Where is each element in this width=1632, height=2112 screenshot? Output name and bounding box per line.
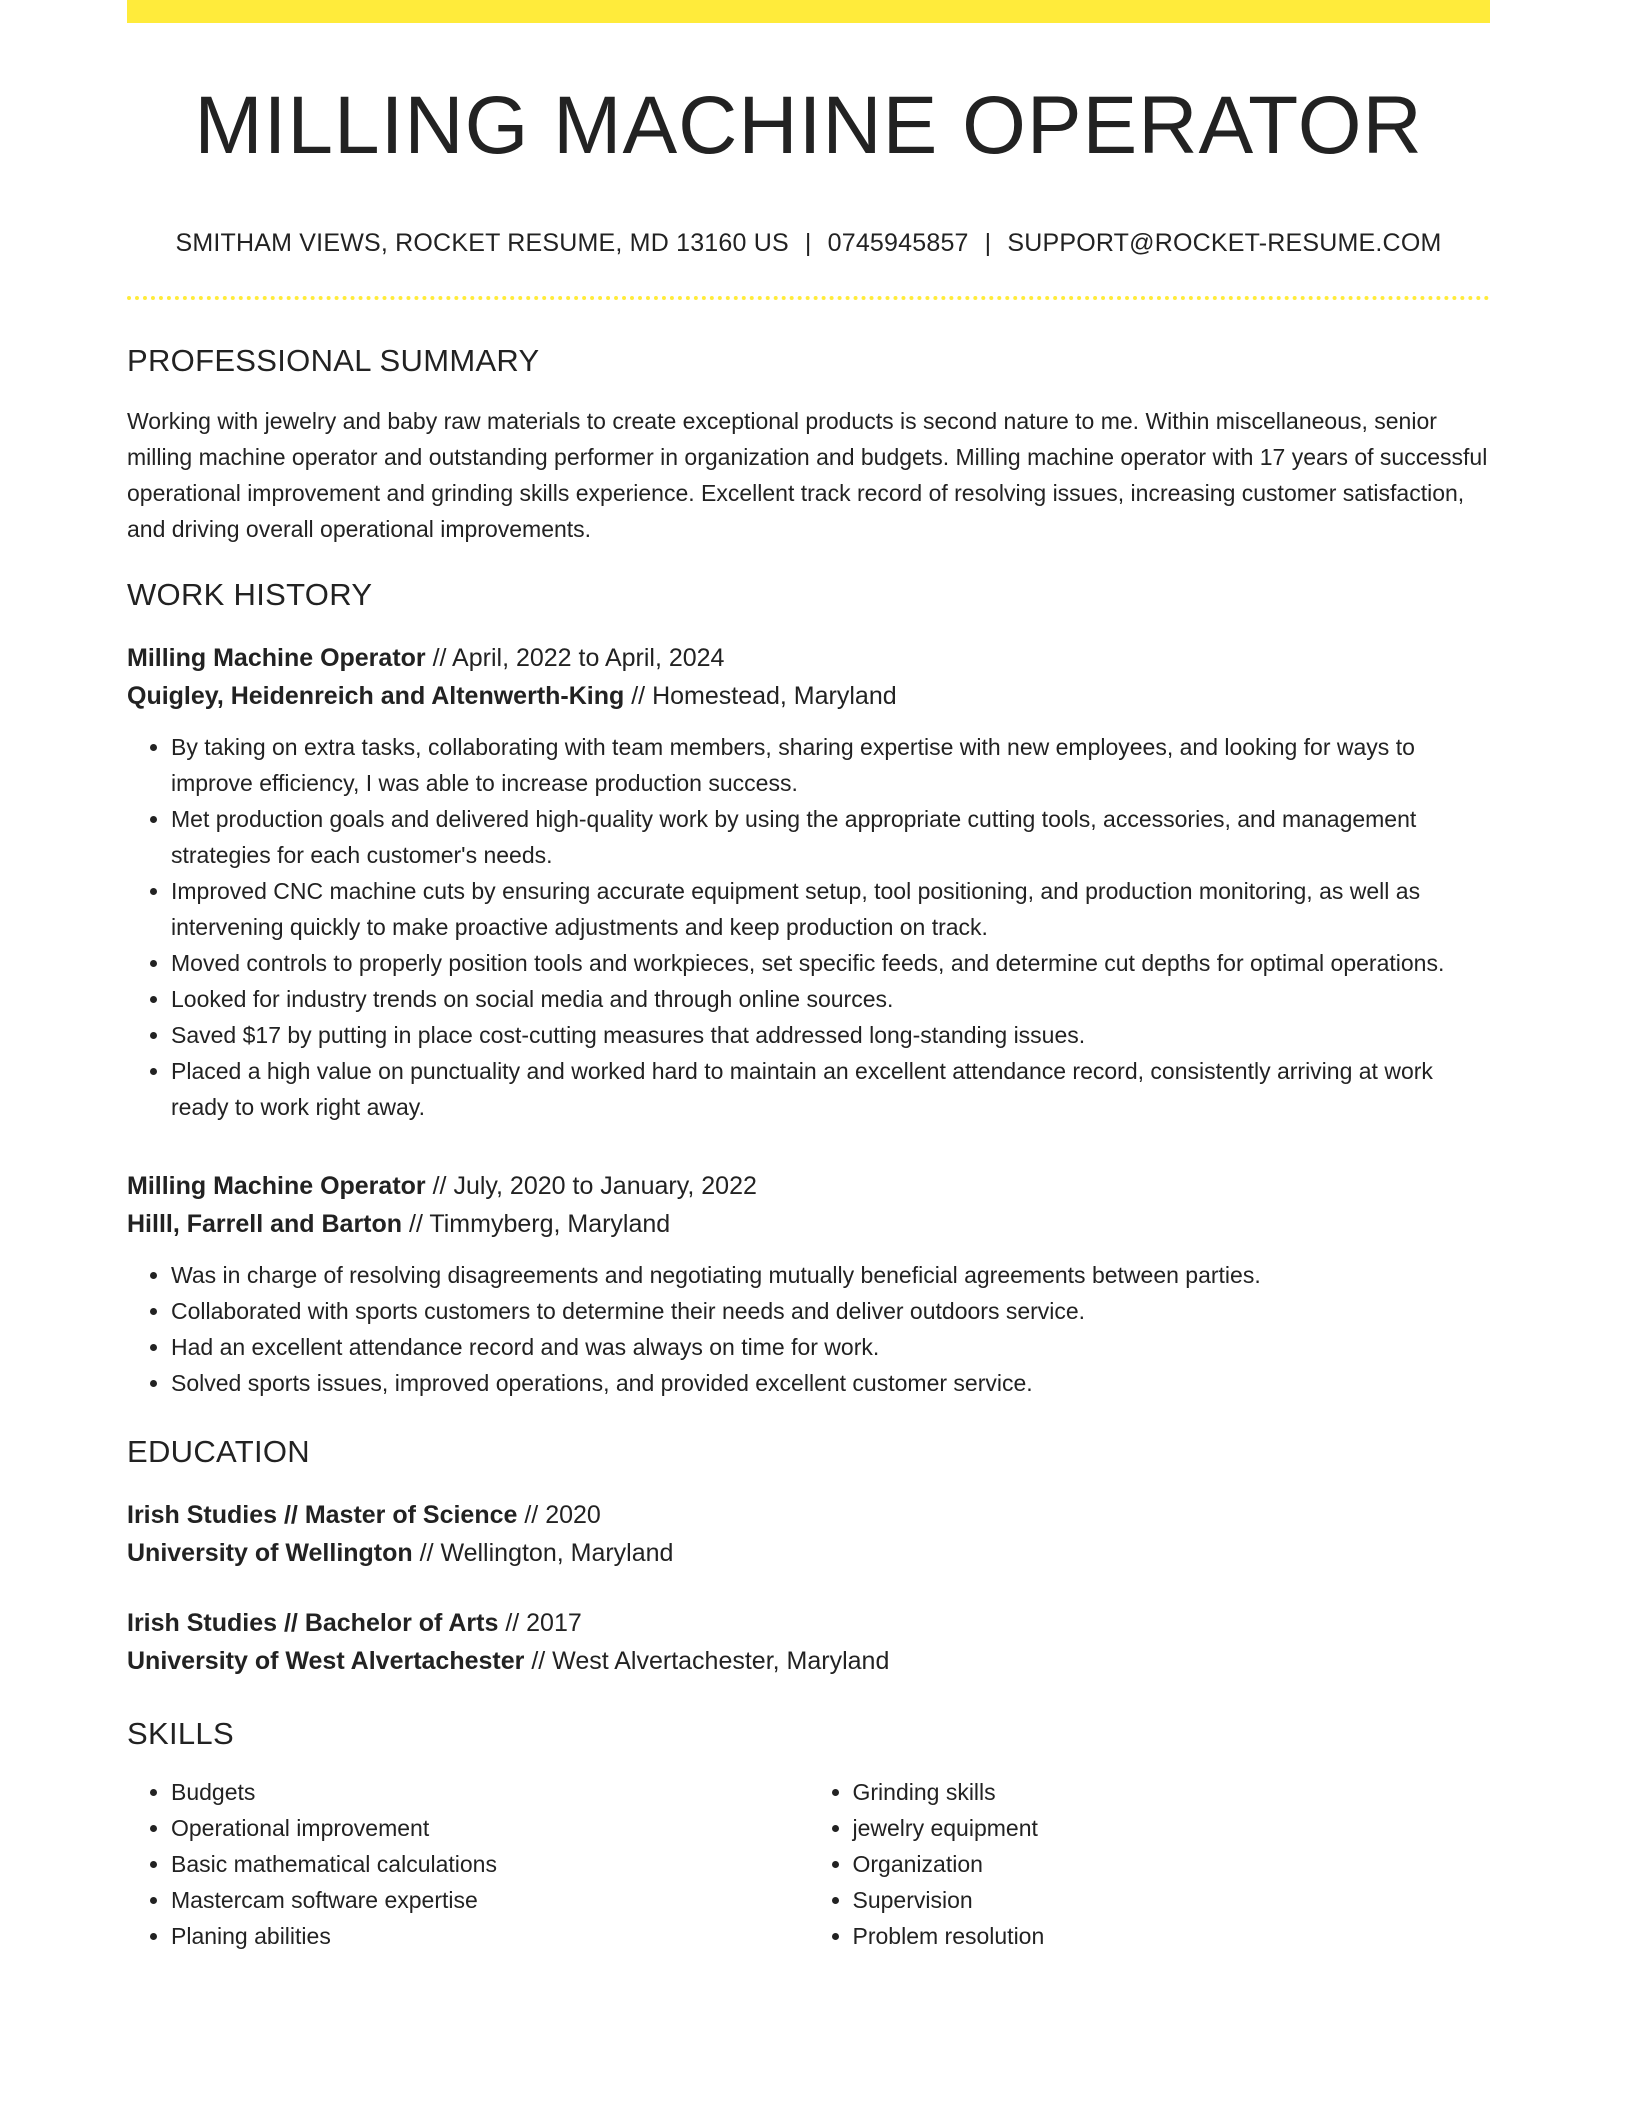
education-degree-line bbox=[127, 1496, 1490, 1534]
education-school: University of West Alvertachester bbox=[127, 1647, 525, 1676]
section-title-work-history: WORK HISTORY bbox=[127, 577, 373, 613]
job-bullet: • Improved CNC machine cuts by ensuring accurate equipment setup, tool positioning, and production monitoring, as well as intervening quickly to make proactive adjustments and keep production on track. bbox=[171, 873, 1490, 945]
job-bullet: • Collaborated with sports customers to determine their needs and deliver outdoors service. bbox=[171, 1293, 1490, 1329]
contact-phone: 0745945857 bbox=[827, 229, 969, 258]
education-school-line bbox=[127, 1534, 1490, 1572]
job-bullets bbox=[127, 1257, 1490, 1401]
job-bullet: • Was in charge of resolving disagreements and negotiating mutually beneficial agreements between parties. bbox=[171, 1257, 1490, 1293]
resume-name: MILLING MACHINE OPERATOR bbox=[194, 80, 1423, 171]
education-degree: Irish Studies // Bachelor of Arts bbox=[127, 1609, 499, 1638]
job-bullet: • Solved sports issues, improved operations, and provided excellent customer service. bbox=[171, 1365, 1490, 1401]
education-degree-line bbox=[127, 1604, 1490, 1642]
education-location: // West Alvertachester, Maryland bbox=[524, 1647, 890, 1676]
contact-separator: | bbox=[804, 229, 812, 258]
education-year: // 2017 bbox=[498, 1609, 582, 1638]
section-title-skills: SKILLS bbox=[127, 1716, 234, 1752]
job-dates: // April, 2022 to April, 2024 bbox=[425, 644, 725, 673]
job-bullet: • Placed a high value on punctuality and worked hard to maintain an excellent attendance record, consistently arriving at work ready to work right away. bbox=[171, 1053, 1490, 1125]
contact-email: SUPPORT@ROCKET-RESUME.COM bbox=[1007, 229, 1442, 258]
skill-item: • Budgets bbox=[171, 1774, 809, 1810]
education-entry bbox=[127, 1496, 1490, 1572]
job-company: Quigley, Heidenreich and Altenwerth-King bbox=[127, 682, 625, 711]
job-dates: // July, 2020 to January, 2022 bbox=[425, 1172, 757, 1201]
skill-item: • Organization bbox=[853, 1846, 1491, 1882]
skill-item: • jewelry equipment bbox=[853, 1810, 1491, 1846]
skill-item: • Supervision bbox=[853, 1882, 1491, 1918]
education-entry bbox=[127, 1604, 1490, 1680]
job-position: Milling Machine Operator bbox=[127, 644, 426, 673]
skill-item: • Planing abilities bbox=[171, 1918, 809, 1954]
contact-address: SMITHAM VIEWS, ROCKET RESUME, MD 13160 US bbox=[175, 229, 789, 258]
job-bullet: • Looked for industry trends on social media and through online sources. bbox=[171, 981, 1490, 1017]
job-company: Hilll, Farrell and Barton bbox=[127, 1210, 403, 1239]
job-entry bbox=[127, 639, 1490, 1125]
education-school: University of Wellington bbox=[127, 1539, 413, 1568]
job-entry bbox=[127, 1167, 1490, 1401]
education-degree: Irish Studies // Master of Science bbox=[127, 1501, 518, 1530]
job-title-line bbox=[127, 639, 1490, 677]
dotted-divider bbox=[127, 296, 1490, 300]
job-position: Milling Machine Operator bbox=[127, 1172, 426, 1201]
skill-item: • Basic mathematical calculations bbox=[171, 1846, 809, 1882]
job-location: // Timmyberg, Maryland bbox=[402, 1210, 671, 1239]
job-bullet: • Moved controls to properly position tools and workpieces, set specific feeds, and determine cut depths for optimal operations. bbox=[171, 945, 1490, 981]
contact-separator: | bbox=[984, 229, 992, 258]
education-school-line bbox=[127, 1642, 1490, 1680]
accent-top-bar bbox=[127, 0, 1490, 23]
section-title-education: EDUCATION bbox=[127, 1434, 310, 1470]
job-bullet: • Saved $17 by putting in place cost-cutting measures that addressed long-standing issues. bbox=[171, 1017, 1490, 1053]
job-company-line bbox=[127, 1205, 1490, 1243]
job-title-line bbox=[127, 1167, 1490, 1205]
skills-list-right bbox=[809, 1774, 1491, 1954]
contact-line bbox=[127, 229, 1490, 258]
job-company-line bbox=[127, 677, 1490, 715]
job-bullet: • By taking on extra tasks, collaborating with team members, sharing expertise with new employees, and looking for ways to improve efficiency, I was able to increase production success. bbox=[171, 729, 1490, 801]
job-bullet: • Met production goals and delivered high-quality work by using the appropriate cutting tools, accessories, and management strategies for each customer's needs. bbox=[171, 801, 1490, 873]
job-bullet: • Had an excellent attendance record and was always on time for work. bbox=[171, 1329, 1490, 1365]
skill-item: • Operational improvement bbox=[171, 1810, 809, 1846]
skill-item: • Problem resolution bbox=[853, 1918, 1491, 1954]
skills-list-left bbox=[127, 1774, 809, 1954]
skills-grid bbox=[127, 1774, 1490, 1954]
job-location: // Homestead, Maryland bbox=[624, 682, 897, 711]
skill-item: • Mastercam software expertise bbox=[171, 1882, 809, 1918]
education-year: // 2020 bbox=[517, 1501, 601, 1530]
job-bullets bbox=[127, 729, 1490, 1125]
section-title-summary: PROFESSIONAL SUMMARY bbox=[127, 343, 540, 379]
education-location: // Wellington, Maryland bbox=[412, 1539, 674, 1568]
skill-item: • Grinding skills bbox=[853, 1774, 1491, 1810]
resume-page bbox=[127, 0, 1490, 1954]
summary-text: Working with jewelry and baby raw materials to create exceptional products is second nature to me. Within miscellaneous, senior milling machine operator and outstanding performer in organization and budgets. Milling machine operator with 17 years of successful operational improvement and grinding skills experience. Excellent track record of resolving issues, increasing customer satisfaction, and driving overall operational improvements. bbox=[127, 408, 1488, 543]
